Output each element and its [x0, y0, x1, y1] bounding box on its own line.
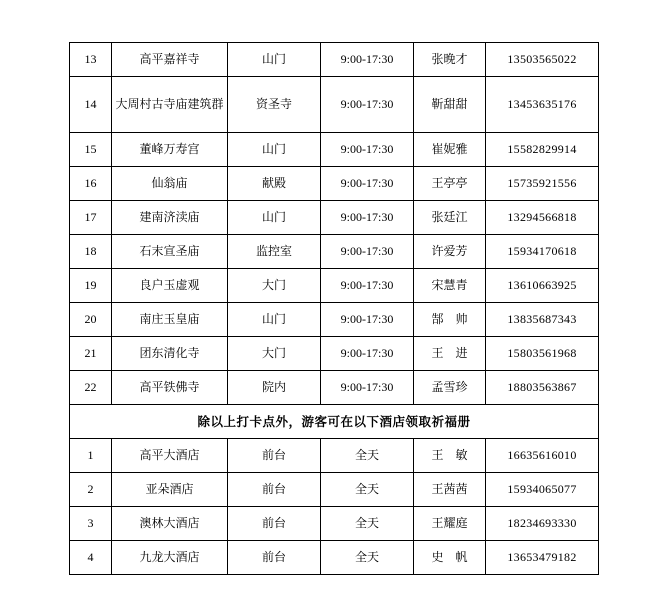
- temple-row: [70, 371, 599, 405]
- opening-hours: 全天: [321, 541, 414, 575]
- row-number: 3: [70, 507, 112, 541]
- opening-hours: 9:00-17:30: [321, 235, 414, 269]
- hotel-rows: [70, 439, 599, 575]
- contact-person: 靳甜甜: [414, 77, 486, 133]
- site-name: 亚朵酒店: [112, 473, 228, 507]
- hotel-row: [70, 541, 599, 575]
- phone-number: 13503565022: [486, 43, 599, 77]
- phone-number: 15582829914: [486, 133, 599, 167]
- pickup-location: 前台: [228, 541, 321, 575]
- phone-number: 13610663925: [486, 269, 599, 303]
- contact-person: 郜 帅: [414, 303, 486, 337]
- pickup-location: 山门: [228, 303, 321, 337]
- section-note-row: [70, 405, 599, 439]
- contact-person: 孟雪珍: [414, 371, 486, 405]
- contact-person: 王耀庭: [414, 507, 486, 541]
- pickup-location: 山门: [228, 43, 321, 77]
- temple-row: [70, 269, 599, 303]
- site-name: 高平嘉祥寺: [112, 43, 228, 77]
- row-number: 14: [70, 77, 112, 133]
- row-number: 21: [70, 337, 112, 371]
- contact-person: 王 敏: [414, 439, 486, 473]
- phone-number: 15934065077: [486, 473, 599, 507]
- row-number: 22: [70, 371, 112, 405]
- temple-row: [70, 43, 599, 77]
- contact-person: 张晚才: [414, 43, 486, 77]
- site-name: 仙翁庙: [112, 167, 228, 201]
- row-number: 20: [70, 303, 112, 337]
- site-name: 九龙大酒店: [112, 541, 228, 575]
- pickup-location: 山门: [228, 133, 321, 167]
- phone-number: 13453635176: [486, 77, 599, 133]
- pickup-location: 前台: [228, 473, 321, 507]
- opening-hours: 9:00-17:30: [321, 337, 414, 371]
- hotel-row: [70, 473, 599, 507]
- pickup-location: 资圣寺: [228, 77, 321, 133]
- pickup-location: 前台: [228, 507, 321, 541]
- opening-hours: 全天: [321, 507, 414, 541]
- opening-hours: 全天: [321, 439, 414, 473]
- opening-hours: 全天: [321, 473, 414, 507]
- opening-hours: 9:00-17:30: [321, 167, 414, 201]
- contact-person: 许爱芳: [414, 235, 486, 269]
- phone-number: 13294566818: [486, 201, 599, 235]
- pickup-location: 监控室: [228, 235, 321, 269]
- hotel-row: [70, 507, 599, 541]
- pickup-location: 山门: [228, 201, 321, 235]
- site-name: 团东清化寺: [112, 337, 228, 371]
- temple-row: [70, 133, 599, 167]
- opening-hours: 9:00-17:30: [321, 133, 414, 167]
- opening-hours: 9:00-17:30: [321, 43, 414, 77]
- temple-row: [70, 337, 599, 371]
- opening-hours: 9:00-17:30: [321, 303, 414, 337]
- phone-number: 15735921556: [486, 167, 599, 201]
- contact-person: 史 帆: [414, 541, 486, 575]
- row-number: 16: [70, 167, 112, 201]
- phone-number: 13835687343: [486, 303, 599, 337]
- row-number: 15: [70, 133, 112, 167]
- site-name: 大周村古寺庙建筑群: [112, 77, 228, 133]
- phone-number: 13653479182: [486, 541, 599, 575]
- contact-person: 张廷江: [414, 201, 486, 235]
- site-name: 石末宣圣庙: [112, 235, 228, 269]
- opening-hours: 9:00-17:30: [321, 371, 414, 405]
- phone-number: 18803563867: [486, 371, 599, 405]
- pickup-location: 前台: [228, 439, 321, 473]
- temple-row: [70, 235, 599, 269]
- phone-number: 18234693330: [486, 507, 599, 541]
- temple-row: [70, 201, 599, 235]
- row-number: 4: [70, 541, 112, 575]
- section-divider: [70, 405, 599, 439]
- contact-person: 崔妮雅: [414, 133, 486, 167]
- pickup-location: 院内: [228, 371, 321, 405]
- temple-row: [70, 167, 599, 201]
- opening-hours: 9:00-17:30: [321, 77, 414, 133]
- hotel-row: [70, 439, 599, 473]
- phone-number: 15934170618: [486, 235, 599, 269]
- section-note: 除以上打卡点外，游客可在以下酒店领取祈福册: [70, 405, 599, 439]
- row-number: 13: [70, 43, 112, 77]
- checkin-points-table: [69, 42, 599, 575]
- temple-row: [70, 77, 599, 133]
- row-number: 2: [70, 473, 112, 507]
- pickup-location: 献殿: [228, 167, 321, 201]
- pickup-location: 大门: [228, 337, 321, 371]
- row-number: 18: [70, 235, 112, 269]
- contact-person: 宋慧青: [414, 269, 486, 303]
- contact-person: 王 进: [414, 337, 486, 371]
- row-number: 19: [70, 269, 112, 303]
- pickup-location: 大门: [228, 269, 321, 303]
- opening-hours: 9:00-17:30: [321, 201, 414, 235]
- temple-row: [70, 303, 599, 337]
- phone-number: 16635616010: [486, 439, 599, 473]
- site-name: 良户玉虚观: [112, 269, 228, 303]
- contact-person: 王茜茜: [414, 473, 486, 507]
- opening-hours: 9:00-17:30: [321, 269, 414, 303]
- row-number: 1: [70, 439, 112, 473]
- site-name: 南庄玉皇庙: [112, 303, 228, 337]
- site-name: 澳林大酒店: [112, 507, 228, 541]
- row-number: 17: [70, 201, 112, 235]
- site-name: 建南济渎庙: [112, 201, 228, 235]
- contact-person: 王亭亭: [414, 167, 486, 201]
- phone-number: 15803561968: [486, 337, 599, 371]
- site-name: 董峰万寿宫: [112, 133, 228, 167]
- site-name: 高平铁佛寺: [112, 371, 228, 405]
- temple-rows: [70, 43, 599, 405]
- site-name: 高平大酒店: [112, 439, 228, 473]
